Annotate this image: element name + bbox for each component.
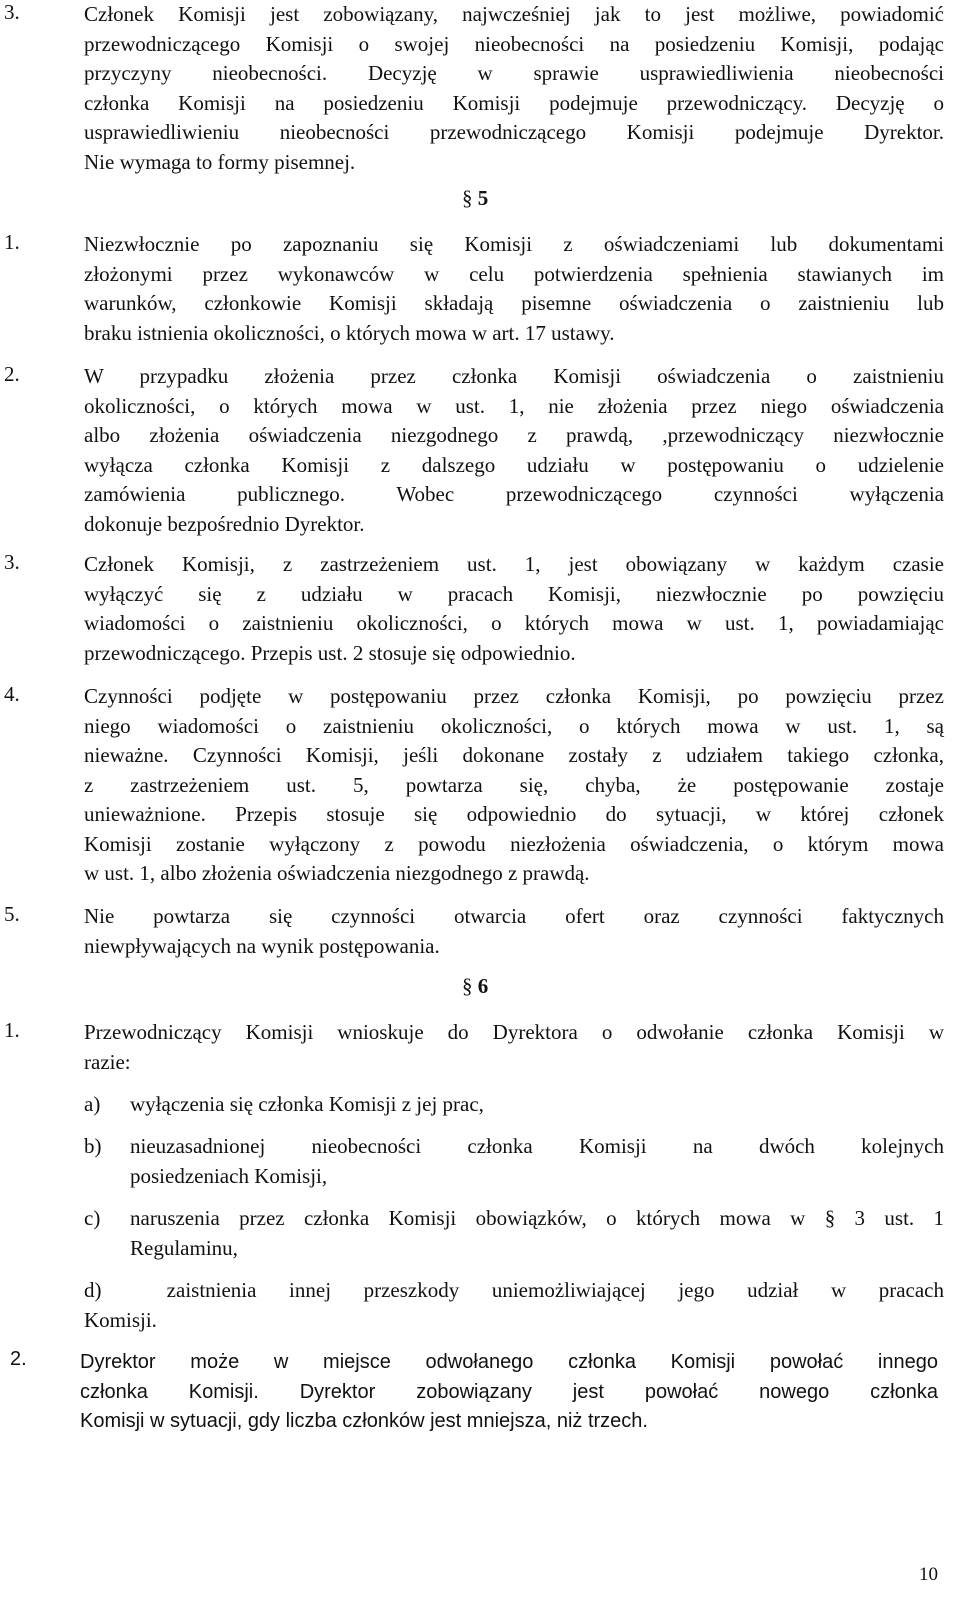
text-line: Komisji zostanie wyłączony z powodu niezłożenia oświadczenia, o którym mowa (84, 831, 944, 856)
text-line: wyłącza członka Komisji z dalszego udziału w postępowaniu o udzielenie (84, 452, 944, 477)
text-line: w ust. 1, albo złożenia oświadczenia niezgodnego z prawdą. (84, 861, 590, 885)
point-text (84, 902, 944, 961)
point-text (80, 1348, 938, 1437)
sub-label: b) (84, 1134, 102, 1158)
text-line: Dyrektor może w miejsce odwołanego członka Komisji powołać innego (80, 1351, 938, 1373)
text-line: nieuzasadnionej nieobecności członka Komisji na dwóch kolejnych (130, 1134, 944, 1158)
paragraph-number: 3. (4, 0, 20, 24)
text-line: niego wiadomości o zaistnieniu okoliczności, o których mowa w ust. 1, są (84, 713, 944, 738)
sub-label: a) (84, 1092, 101, 1116)
point-text (84, 682, 944, 889)
text-line: razie: (84, 1049, 131, 1074)
text-line: Komisji. (84, 1307, 157, 1332)
point-text (84, 550, 944, 668)
text-line: Niezwłocznie po zapoznaniu się Komisji z oświadczeniami lub dokumentami (84, 232, 944, 256)
text-line: Członek Komisji, z zastrzeżeniem ust. 1, jest obowiązany w każdym czasie (84, 552, 944, 576)
point-number: 2. (10, 1348, 27, 1370)
text-line: Członek Komisji jest zobowiązany, najwcześniej jak to jest możliwe, powiadomić (84, 2, 944, 26)
section-number: 5 (477, 186, 489, 210)
sub-label: c) (84, 1206, 101, 1230)
point-number: 5. (4, 902, 20, 926)
text-line: warunków, członkowie Komisji składają pisemne oświadczenia o zaistnieniu lub (84, 291, 944, 315)
text-line: Nie powtarza się czynności otwarcia ofert oraz czynności faktycznych (84, 904, 944, 928)
text-line: wiadomości o zaistnieniu okoliczności, o których mowa w ust. 1, powiadamiając (84, 611, 944, 635)
text-line: zamówienia publicznego. Wobec przewodniczącego czynności wyłączenia (84, 482, 944, 506)
sub-text (130, 1090, 944, 1120)
text-line: Regulaminu, (130, 1235, 238, 1260)
paragraph-text (84, 0, 944, 177)
text-line: unieważnione. Przepis stosuje się odpowiednio do sytuacji, w której członek (84, 802, 944, 826)
text-line: Komisji w sytuacji, gdy liczba członków jest mniejsza, niż trzech. (80, 1410, 648, 1432)
sub-text (130, 1132, 944, 1191)
text-line (84, 1276, 944, 1306)
point-text (84, 362, 944, 539)
section-symbol: § (462, 974, 473, 998)
point-number: 2. (4, 362, 20, 386)
sub-label: d) (84, 1278, 102, 1302)
text-line-part: zaistnienia innej przeszkody uniemożliwiającej jego udział w pracach (166, 1278, 944, 1302)
point-text (84, 230, 944, 348)
sub-text (84, 1276, 944, 1335)
text-line: dokonuje bezpośrednio Dyrektor. (84, 511, 365, 536)
text-line: nieważne. Czynności Komisji, jeśli dokonane zostały z udziałem takiego członka, (84, 743, 944, 767)
text-line: okoliczności, o których mowa w ust. 1, nie złożenia przez niego oświadczenia (84, 393, 944, 418)
text-line: niewpływających na wynik postępowania. (84, 933, 440, 958)
section-symbol: § (462, 186, 473, 210)
point-number: 3. (4, 550, 20, 574)
text-line: wyłączyć się z udziału w pracach Komisji, niezwłocznie po powzięciu (84, 581, 944, 606)
text-line: naruszenia przez członka Komisji obowiązków, o których mowa w § 3 ust. 1 (130, 1206, 944, 1230)
sub-text (130, 1204, 944, 1263)
text-line: członka Komisji na posiedzeniu Komisji podejmuje przewodniczący. Decyzję o (84, 90, 944, 115)
text-line: złożonymi przez wykonawców w celu potwierdzenia spełnienia stawianych im (84, 261, 944, 286)
text-line: przewodniczącego Komisji o swojej nieobecności na posiedzeniu Komisji, podając (84, 31, 944, 56)
point-number: 1. (4, 1018, 20, 1042)
page-number: 10 (919, 1564, 938, 1585)
text-line: W przypadku złożenia przez członka Komisji oświadczenia o zaistnieniu (84, 364, 944, 388)
text-line: usprawiedliwieniu nieobecności przewodniczącego Komisji podejmuje Dyrektor. (84, 120, 944, 144)
text-line: z zastrzeżeniem ust. 5, powtarza się, chyba, że postępowanie zostaje (84, 772, 944, 797)
text-line: przyczyny nieobecności. Decyzję w sprawie usprawiedliwienia nieobecności (84, 61, 944, 85)
text-line: Czynności podjęte w postępowaniu przez członka Komisji, po powzięciu przez (84, 684, 944, 708)
point-text (84, 1018, 944, 1077)
section-number: 6 (477, 974, 489, 998)
text-line: posiedzeniach Komisji, (130, 1163, 328, 1188)
text-line: Nie wymaga to formy pisemnej. (84, 149, 356, 174)
text-line: braku istnienia okoliczności, o których mowa w art. 17 ustawy. (84, 320, 615, 345)
text-line: wyłączenia się członka Komisji z jej prac, (130, 1092, 484, 1116)
text-line: członka Komisji. Dyrektor zobowiązany jest powołać nowego członka (80, 1380, 938, 1403)
section-heading-5 (462, 186, 488, 211)
text-line: przewodniczącego. Przepis ust. 2 stosuje się odpowiednio. (84, 640, 576, 665)
text-line: albo złożenia oświadczenia niezgodnego z prawdą, ,przewodniczący niezwłocznie (84, 423, 944, 447)
point-number: 4. (4, 682, 20, 706)
text-line: Przewodniczący Komisji wnioskuje do Dyrektora o odwołanie członka Komisji w (84, 1020, 944, 1044)
section-heading-6 (462, 974, 488, 999)
point-number: 1. (4, 230, 20, 254)
